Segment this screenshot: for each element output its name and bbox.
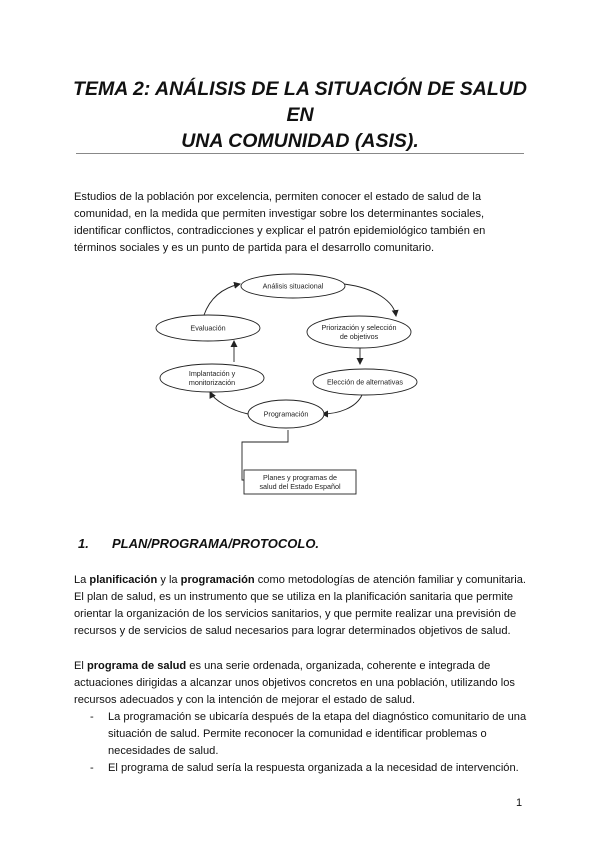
list-item	[74, 709, 530, 760]
node-eleccion: Elección de alternativas	[327, 377, 403, 387]
title-line-1: TEMA 2: ANÁLISIS DE LA SITUACIÓN DE SALUD EN	[73, 78, 527, 126]
p3-text-2: es una serie ordenada, organizada, coherente e integrada de actuaciones dirigidas a alcanzar unos objetivos concretos en una población, utilizando los recursos adecuados y con la intención de mejorar el estado de salud.	[74, 660, 515, 706]
planning-cycle-diagram	[148, 268, 448, 510]
arrow-eleccion-to-programacion	[322, 395, 362, 414]
node-programacion: Programación	[263, 409, 309, 419]
arrow-evaluacion-to-analisis	[204, 284, 240, 315]
node-evaluacion: Evaluación	[190, 323, 226, 333]
bullet-text-2: El programa de salud sería la respuesta organizada a la necesidad de intervención.	[108, 762, 519, 774]
arrow-analisis-to-priorizacion	[344, 284, 396, 316]
page-number: 1	[516, 797, 523, 809]
node-planes-line-1: Planes y programas de	[263, 473, 337, 482]
bullet-text-1: La programación se ubicaría después de la etapa del diagnóstico comunitario de una situación de salud. Permite reconocer la comunidad e identificar problemas o necesidades de salud.	[108, 711, 527, 757]
node-analisis: Análisis situacional	[262, 281, 324, 291]
intro-paragraph: Estudios de la población por excelencia, permiten conocer el estado de salud de la comunidad, en la medida que permiten investigar sobre los determinantes sociales, identificar conflictos, contradicciones y explicar el patrón epidemiológico también en términos sociales y es un punto de partida para el desarrollo comunitario.	[74, 191, 486, 254]
term-planificacion: planificación	[89, 574, 158, 586]
bullet-dash: -	[90, 762, 94, 774]
arrow-programacion-to-implantacion	[210, 392, 248, 414]
programa-de-salud-paragraph	[74, 658, 530, 709]
node-priorizacion-line-2: de objetivos	[339, 332, 379, 341]
node-priorizacion-line-1: Priorización y selección	[321, 323, 397, 332]
section-title: PLAN/PROGRAMA/PROTOCOLO.	[112, 536, 320, 551]
section-number: 1.	[78, 536, 89, 551]
p2-text-3: como metodologías de atención familiar y comunitaria. El plan de salud, es un instrumento que se utiliza en la planificación sanitaria que permite orientar la organización de los servicios sanitarios, y que permite realizar una previsión de recursos y de servicios de salud necesarios para lograr determinados objetivos de salud.	[74, 574, 526, 637]
list-item	[74, 760, 530, 777]
node-planes-line-2: salud del Estado Español	[259, 482, 341, 491]
title-line-2: UNA COMUNIDAD (ASIS).	[181, 130, 419, 152]
term-programa-de-salud: programa de salud	[86, 660, 187, 672]
node-implantacion-line-2: monitorización	[188, 378, 236, 387]
section-heading-plan-programa-protocolo	[74, 533, 530, 555]
term-programacion: programación	[180, 574, 255, 586]
title-divider	[76, 153, 524, 154]
bullet-list	[74, 709, 530, 777]
p2-text-2: y la	[157, 574, 181, 586]
p2-text-1: La	[74, 574, 90, 586]
bullet-dash: -	[90, 711, 94, 723]
planificacion-paragraph	[74, 572, 530, 640]
page-title	[60, 76, 540, 154]
p3-text-1: El	[74, 660, 87, 672]
node-implantacion-line-1: Implantación y	[188, 369, 236, 378]
